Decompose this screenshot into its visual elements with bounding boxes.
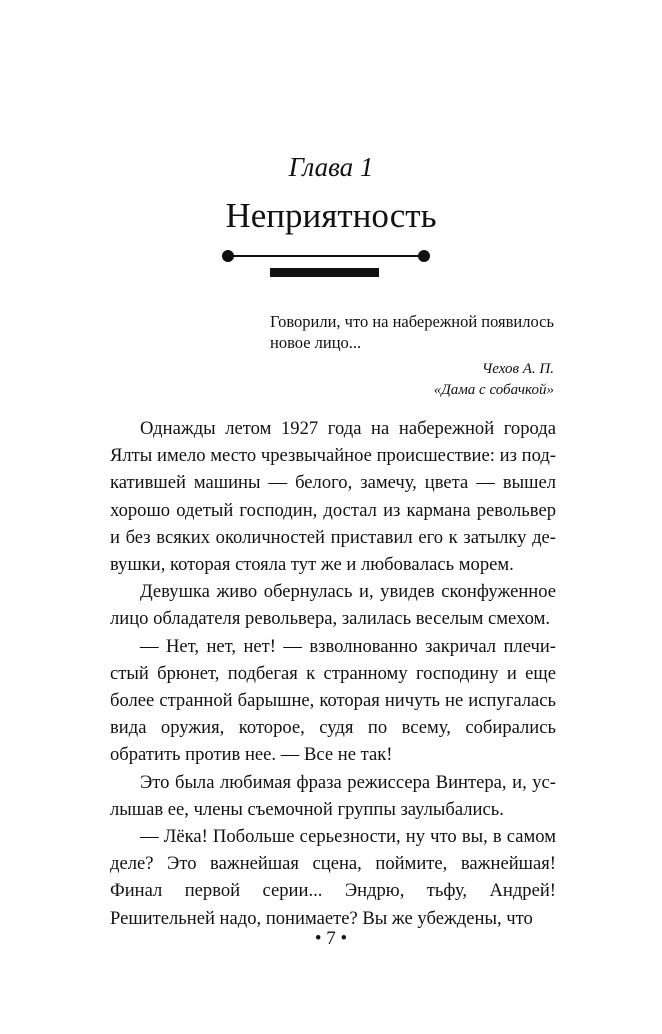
chapter-ornament <box>220 248 432 278</box>
paragraph: — Лёка! Побольше серьезности, ну что вы, в самом деле? Это важнейшая сцена, поймите, важнейшая! Финал первой серии... Эндрю, тьфу, Андрей! Решительней надо, понимаете? Вы же убеждены, что <box>110 826 556 929</box>
epigraph-author: Чехов А. П. <box>481 361 554 377</box>
paragraph: Девушка живо обернулась и, увидев сконфуженное лицо обладателя револьвера, залилась веселым смехом. <box>110 581 556 630</box>
chapter-number: Глава 1 <box>288 152 374 182</box>
epigraph <box>270 311 554 401</box>
epigraph-work: «Дама с собачкой» <box>433 382 554 398</box>
paragraph: Однажды летом 1927 года на набережной города Ялты имело место чрезвычайное происшествие: из подкатившей машины — белого, замечу, цвета — вышел хорошо одетый господин, достал из кармана револьвер и без всяких околичностей приставил его к затылку девушки, которая стояла тут же и любовалась морем. <box>110 418 556 576</box>
paragraph: Это была любимая фраза режиссера Винтера, и, услышав ее, члены съемочной группы заулыбались. <box>110 771 556 820</box>
epigraph-attribution <box>270 359 554 401</box>
epigraph-text: Говорили, что на набережной появилось новое лицо... <box>270 312 554 352</box>
page-number: • 7 • <box>314 928 348 949</box>
paragraph: — Нет, нет, нет! — взволнованно закричал плечистый брюнет, подбегая к странному господину и еще более странной барышне, которая ничуть не испугалась вида оружия, которое, судя по всему, собирались обратить против нее. — Все не так! <box>110 635 556 766</box>
body-text <box>110 415 556 932</box>
chapter-title: Неприятность <box>225 196 437 235</box>
